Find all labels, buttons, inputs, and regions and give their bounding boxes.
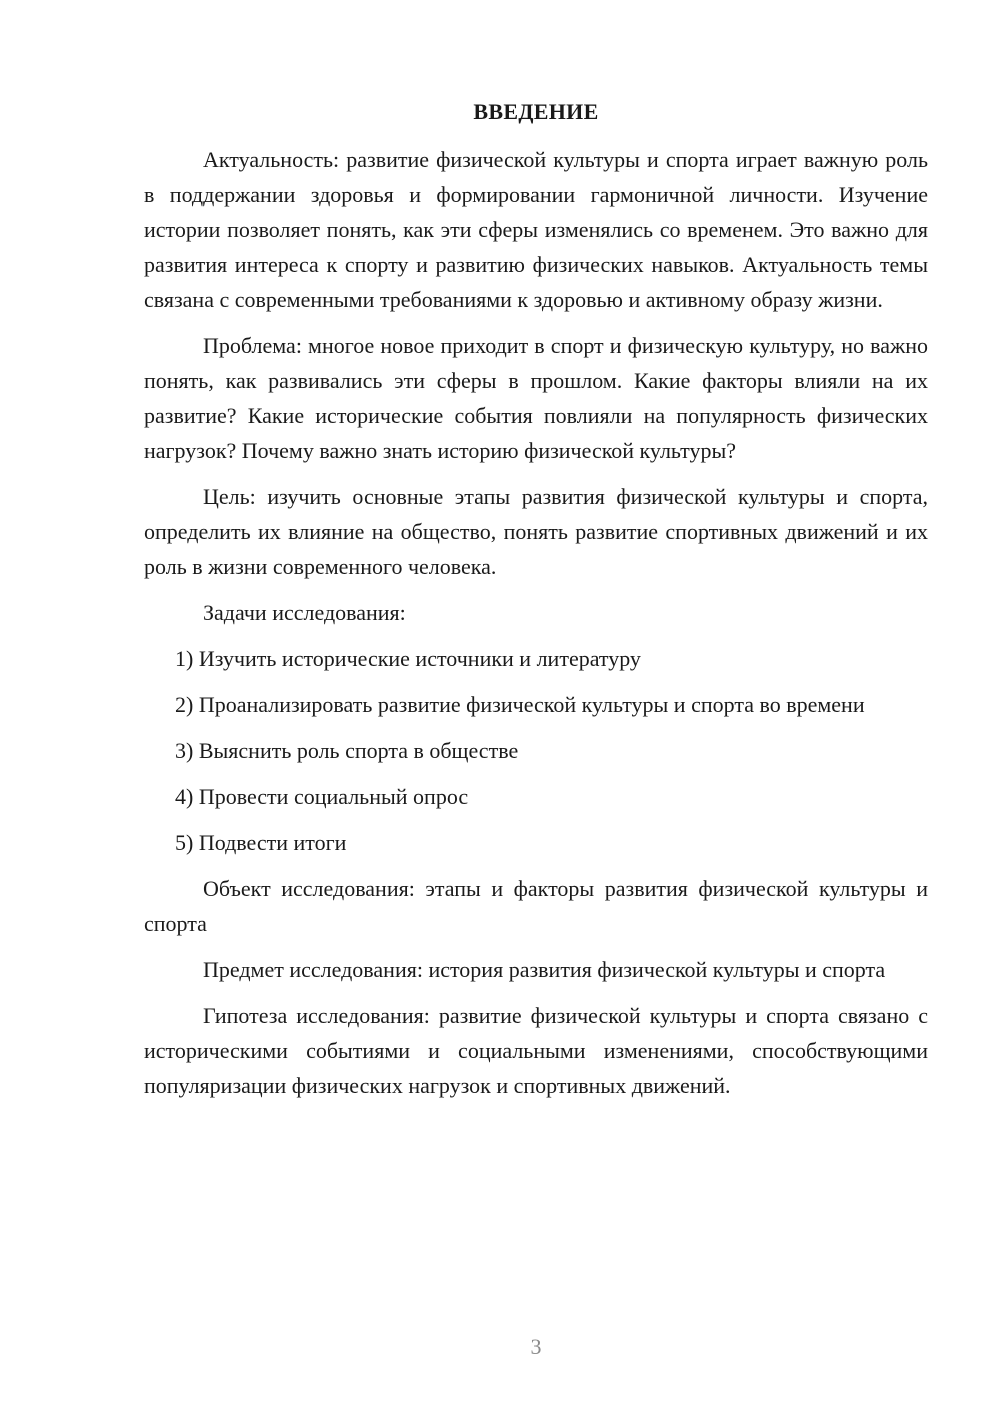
subject-paragraph: Предмет исследования: история развития физической культуры и спорта — [203, 957, 886, 982]
section-heading: ВВЕДЕНИЕ — [473, 99, 599, 124]
task-item: 1) Изучить исторические источники и литературу — [175, 646, 641, 671]
task-item: 2) Проанализировать развитие физической культуры и спорта во времени — [175, 692, 865, 717]
page-number: 3 — [530, 1334, 542, 1359]
task-item: 5) Подвести итоги — [175, 830, 347, 855]
problem-paragraph: Проблема: многое новое приходит в спорт и физическую культуру, но важно понять, как развивались эти сферы в прошлом. Какие факторы влияли на их развитие? Какие исторические события повлияли на популярность физических нагрузок? Почему важно знать историю физической культуры? — [144, 333, 928, 463]
hypothesis-paragraph: Гипотеза исследования: развитие физической культуры и спорта связано с историческими событиями и социальными изменениями, способствующими популяризации физических нагрузок и спортивных движений. — [144, 1003, 928, 1098]
tasks-title: Задачи исследования: — [203, 600, 406, 625]
task-item: 3) Выяснить роль спорта в обществе — [175, 738, 519, 763]
goal-paragraph: Цель: изучить основные этапы развития физической культуры и спорта, определить их влияние на общество, понять развитие спортивных движений и их роль в жизни современного человека. — [144, 484, 928, 579]
document-body — [144, 142, 928, 1114]
object-paragraph: Объект исследования: этапы и факторы развития физической культуры и спорта — [144, 876, 928, 936]
relevance-paragraph: Актуальность: развитие физической культуры и спорта играет важную роль в поддержании здоровья и формировании гармоничной личности. Изучение истории позволяет понять, как эти сферы изменялись со временем. Это важно для развития интереса к спорту и развитию физических навыков. Актуальность темы связана с современными требованиями к здоровью и активному образу жизни. — [144, 147, 928, 312]
task-item: 4) Провести социальный опрос — [175, 784, 469, 809]
